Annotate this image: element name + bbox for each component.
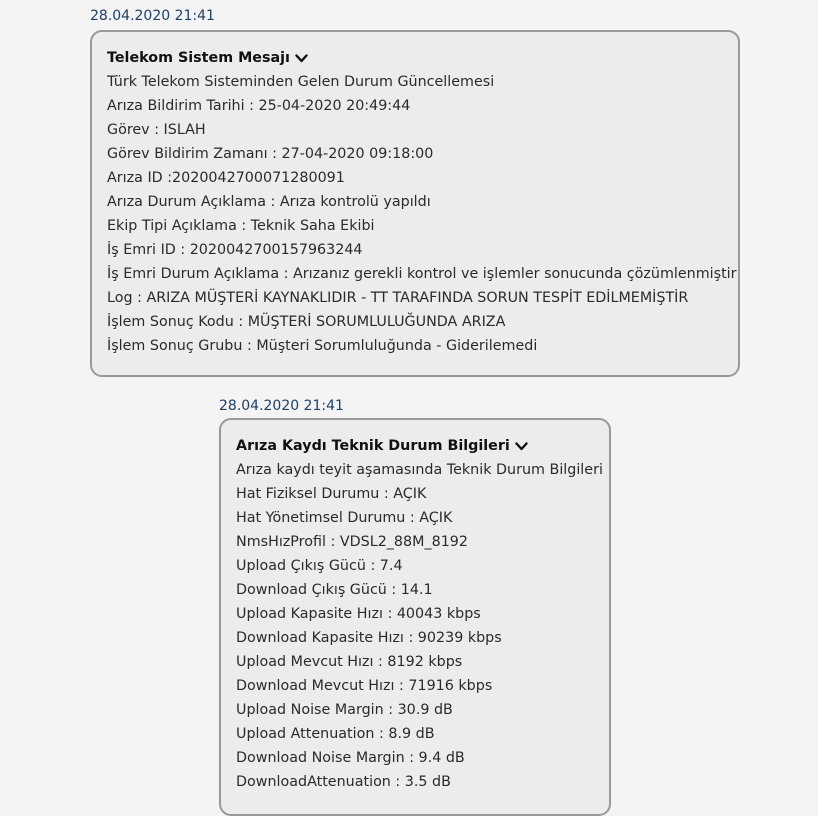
- message-title: Arıza Kaydı Teknik Durum Bilgileri: [236, 438, 510, 454]
- message-line: İş Emri ID : 2020042700157963244: [107, 242, 363, 258]
- chevron-down-icon[interactable]: [295, 54, 308, 63]
- chevron-down-icon[interactable]: [515, 442, 528, 451]
- message-line: Arıza Bildirim Tarihi : 25-04-2020 20:49:44: [107, 98, 411, 114]
- message-timestamp: 28.04.2020 21:41: [219, 398, 344, 414]
- message-line: Upload Kapasite Hızı : 40043 kbps: [236, 606, 481, 622]
- message-line: Upload Attenuation : 8.9 dB: [236, 726, 435, 742]
- message-title-toggle[interactable]: [236, 434, 594, 458]
- message-line: Arıza ID :2020042700071280091: [107, 170, 345, 186]
- message-line: Download Mevcut Hızı : 71916 kbps: [236, 678, 493, 694]
- message-line: NmsHızProfil : VDSL2_88M_8192: [236, 534, 468, 550]
- message-line: Log : ARIZA MÜŞTERİ KAYNAKLIDIR - TT TARAFINDA SORUN TESPİT EDİLMEMİŞTİR: [107, 290, 689, 306]
- message-line: İş Emri Durum Açıklama : Arızanız gerekli kontrol ve işlemler sonucunda çözümlenmiştir: [107, 266, 737, 282]
- message-line: Arıza Durum Açıklama : Arıza kontrolü yapıldı: [107, 194, 431, 210]
- message-line: Görev Bildirim Zamanı : 27-04-2020 09:18:00: [107, 146, 434, 162]
- message-line: DownloadAttenuation : 3.5 dB: [236, 774, 451, 790]
- message-title-toggle[interactable]: [107, 46, 723, 70]
- message-line: Upload Çıkış Gücü : 7.4: [236, 558, 403, 574]
- message-line: İşlem Sonuç Kodu : MÜŞTERİ SORUMLULUĞUNDA ARIZA: [107, 314, 506, 330]
- message-timestamp: 28.04.2020 21:41: [90, 8, 215, 24]
- message-line: Türk Telekom Sisteminden Gelen Durum Güncellemesi: [107, 74, 495, 90]
- message-title: Telekom Sistem Mesajı: [107, 50, 290, 66]
- message-line: Download Noise Margin : 9.4 dB: [236, 750, 465, 766]
- message-line: Ekip Tipi Açıklama : Teknik Saha Ekibi: [107, 218, 375, 234]
- message-line: Hat Yönetimsel Durumu : AÇIK: [236, 510, 453, 526]
- message-line: Görev : ISLAH: [107, 122, 206, 138]
- message-line: Arıza kaydı teyit aşamasında Teknik Durum Bilgileri: [236, 462, 603, 478]
- message-bubble: [219, 418, 611, 816]
- message-line: İşlem Sonuç Grubu : Müşteri Sorumluluğunda - Giderilemedi: [107, 338, 538, 354]
- message-line: Hat Fiziksel Durumu : AÇIK: [236, 486, 427, 502]
- message-line: Upload Noise Margin : 30.9 dB: [236, 702, 453, 718]
- message-line: Upload Mevcut Hızı : 8192 kbps: [236, 654, 463, 670]
- message-line: Download Çıkış Gücü : 14.1: [236, 582, 433, 598]
- message-bubble: [90, 30, 740, 377]
- message-line: Download Kapasite Hızı : 90239 kbps: [236, 630, 502, 646]
